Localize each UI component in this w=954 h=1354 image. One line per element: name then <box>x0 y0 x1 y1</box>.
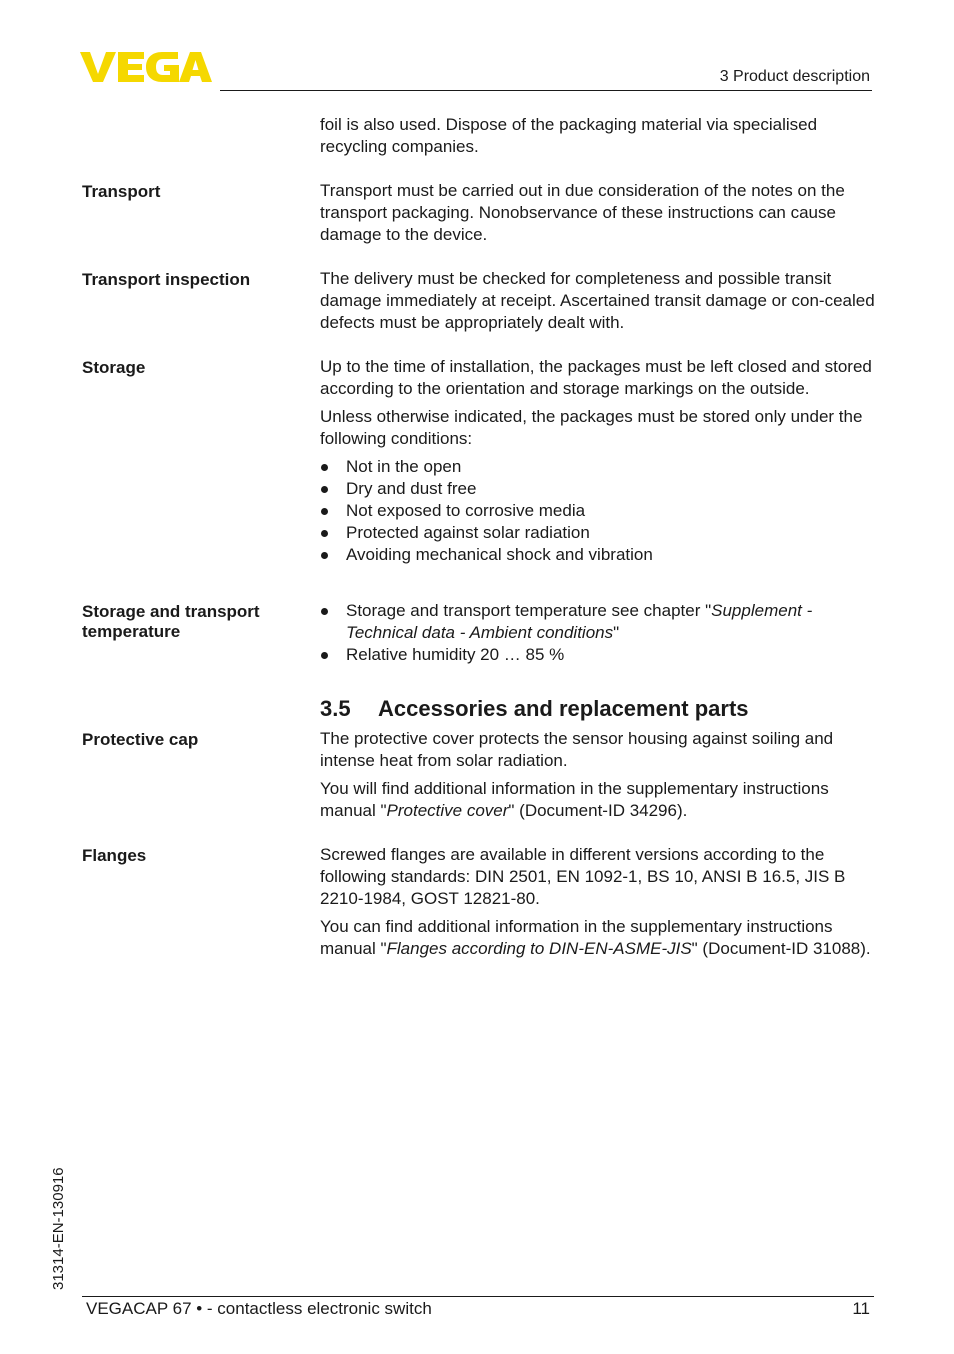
list-item: Protected against solar radiation <box>320 522 876 544</box>
flanges-text <box>320 844 876 966</box>
paragraph-text: You will find additional information in the supplementary instructions manual " <box>320 779 829 820</box>
storage-paragraph-1: Up to the time of installation, the packages must be left closed and stored according to the orientation and storage markings on the outside. <box>320 357 872 398</box>
storage-paragraph-2: Unless otherwise indicated, the packages must be stored only under the following conditions: <box>320 407 863 448</box>
storage-temperature-text <box>320 600 876 666</box>
paragraph-text: " (Document-ID 34296). <box>508 801 688 820</box>
storage-temperature-list <box>320 600 876 666</box>
storage-conditions-list <box>320 456 876 566</box>
bullet-text: " <box>613 623 620 642</box>
protective-cap-paragraph-2 <box>320 778 876 822</box>
transport-label: Transport <box>82 182 161 201</box>
transport-paragraph: Transport must be carried out in due consideration of the notes on the transport packaging. Nonobservance of these instructions can cause damage to the device. <box>320 181 845 244</box>
protective-cap-paragraph-1: The protective cover protects the sensor housing against soiling and intense heat from solar radiation. <box>320 729 834 770</box>
list-item: Not in the open <box>320 456 876 478</box>
protective-cap-label: Protective cap <box>82 730 199 749</box>
header-rule <box>220 90 872 91</box>
flanges-paragraph-2 <box>320 916 876 960</box>
intro-paragraph: foil is also used. Dispose of the packaging material via specialised recycling companies. <box>320 115 818 156</box>
bullet-text: Storage and transport temperature see chapter " <box>346 601 712 620</box>
transport-text <box>320 180 876 252</box>
paragraph-text: You can find additional information in the supplementary instructions manual " <box>320 917 833 958</box>
transport-inspection-text <box>320 268 876 340</box>
transport-inspection-label: Transport inspection <box>82 270 251 289</box>
list-item: Relative humidity 20 … 85 % <box>320 644 876 666</box>
page-number: 11 <box>852 1299 870 1318</box>
storage-text <box>320 356 876 566</box>
protective-cap-text <box>320 728 876 828</box>
chapter-reference: Supplement - Technical data - Ambient conditions <box>346 601 813 642</box>
list-item: Not exposed to corrosive media <box>320 500 876 522</box>
footer-rule <box>82 1296 874 1297</box>
manual-reference: Protective cover <box>386 801 509 820</box>
paragraph-text: " (Document-ID 31088). <box>691 939 871 958</box>
flanges-paragraph-1: Screwed flanges are available in different versions according to the following standards: DIN 2501, EN 1092-1, BS 10, ANSI B 16.5, JIS B 2210-1984, GOST 12821-80. <box>320 845 846 908</box>
intro-text <box>320 114 876 164</box>
section-heading <box>320 696 749 722</box>
flanges-label: Flanges <box>82 846 147 865</box>
document-id: 31314-EN-130916 <box>50 1167 67 1290</box>
header-section-title: 3 Product description <box>719 68 870 85</box>
list-item <box>320 600 876 644</box>
transport-inspection-paragraph: The delivery must be checked for completeness and possible transit damage immediately at receipt. Ascertained transit damage or con-cealed defects must be appropriately dealt with. <box>320 269 875 332</box>
footer-product: VEGACAP 67 • - contactless electronic switch <box>86 1299 432 1318</box>
list-item: Dry and dust free <box>320 478 876 500</box>
section-number: 3.5 <box>320 696 351 721</box>
storage-label: Storage <box>82 358 146 377</box>
storage-temperature-label: Storage and transport temperature <box>82 602 260 641</box>
list-item: Avoiding mechanical shock and vibration <box>320 544 876 566</box>
vega-logo <box>80 50 212 84</box>
manual-reference: Flanges according to DIN-EN-ASME-JIS <box>386 939 692 958</box>
section-title: Accessories and replacement parts <box>378 696 749 721</box>
